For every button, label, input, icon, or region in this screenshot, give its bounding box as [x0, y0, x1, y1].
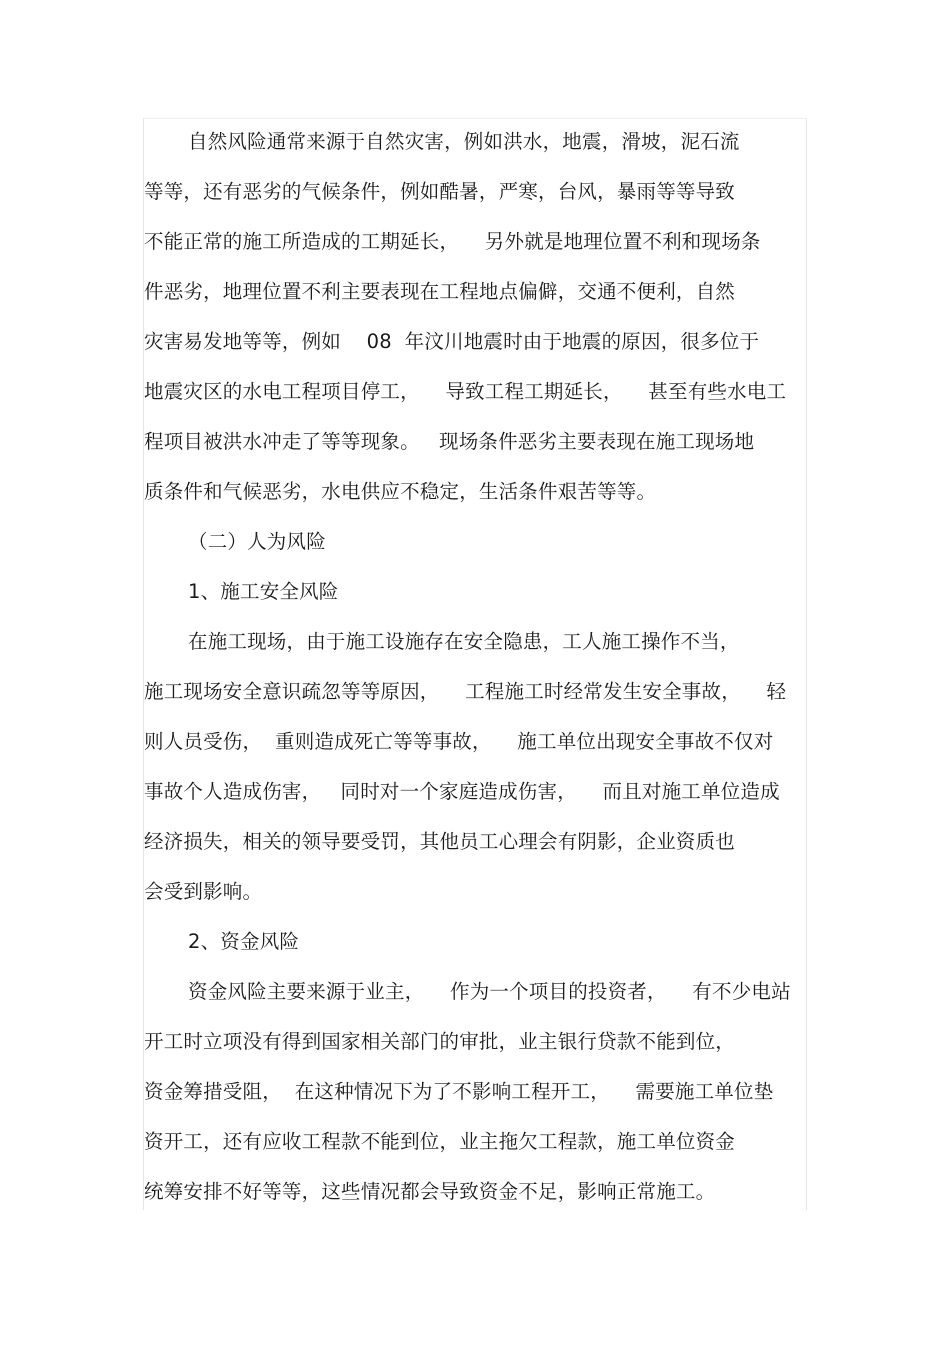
text-line: 自然风险通常来源于自然灾害，例如洪水，地震，滑坡，泥石流: [188, 130, 740, 153]
section-heading: （二）人为风险: [188, 530, 326, 553]
text-line: 资金筹措受阻， 在这种情况下为了不影响工程开工， 需要施工单位垫: [144, 1080, 774, 1103]
text-line: 事故个人造成伤害， 同时对一个家庭造成伤害， 而且对施工单位造成: [144, 780, 780, 803]
text-line: 在施工现场，由于施工设施存在安全隐患，工人施工操作不当，: [188, 630, 740, 653]
text-line: 统筹安排不好等等，这些情况都会导致资金不足，影响正常施工。: [144, 1180, 716, 1203]
subsection-heading: 2、资金风险: [188, 930, 300, 953]
text-line: 会受到影响。: [144, 880, 263, 903]
text-line: 等等，还有恶劣的气候条件，例如酷暑，严寒，台风，暴雨等等导致: [144, 180, 736, 203]
text-line: 经济损失，相关的领导要受罚，其他员工心理会有阴影，企业资质也: [144, 830, 736, 853]
text-line: 资开工，还有应收工程款不能到位，业主拖欠工程款，施工单位资金: [144, 1130, 736, 1153]
text-line: 件恶劣，地理位置不利主要表现在工程地点偏僻，交通不便利，自然: [144, 280, 736, 303]
text-line: 施工现场安全意识疏忽等等原因， 工程施工时经常发生安全事故， 轻: [144, 680, 787, 703]
text-line: 开工时立项没有得到国家相关部门的审批，业主银行贷款不能到位，: [144, 1030, 736, 1053]
document-body: [144, 117, 806, 1217]
text-line: 质条件和气候恶劣，水电供应不稳定，生活条件艰苦等等。: [144, 480, 657, 503]
text-line: 不能正常的施工所造成的工期延长， 另外就是地理位置不利和现场条: [144, 230, 761, 253]
text-line: 灾害易发地等等，例如 08 年汶川地震时由于地震的原因，很多位于: [144, 330, 760, 353]
text-line: 资金风险主要来源于业主， 作为一个项目的投资者， 有不少电站: [188, 980, 791, 1003]
text-line: 则人员受伤， 重则造成死亡等等事故， 施工单位出现安全事故不仅对: [144, 730, 774, 753]
text-line: 程项目被洪水冲走了等等现象。 现场条件恶劣主要表现在施工现场地: [144, 430, 755, 453]
text-line: 地震灾区的水电工程项目停工， 导致工程工期延长， 甚至有些水电工: [144, 380, 787, 403]
subsection-heading: 1、施工安全风险: [188, 580, 339, 603]
